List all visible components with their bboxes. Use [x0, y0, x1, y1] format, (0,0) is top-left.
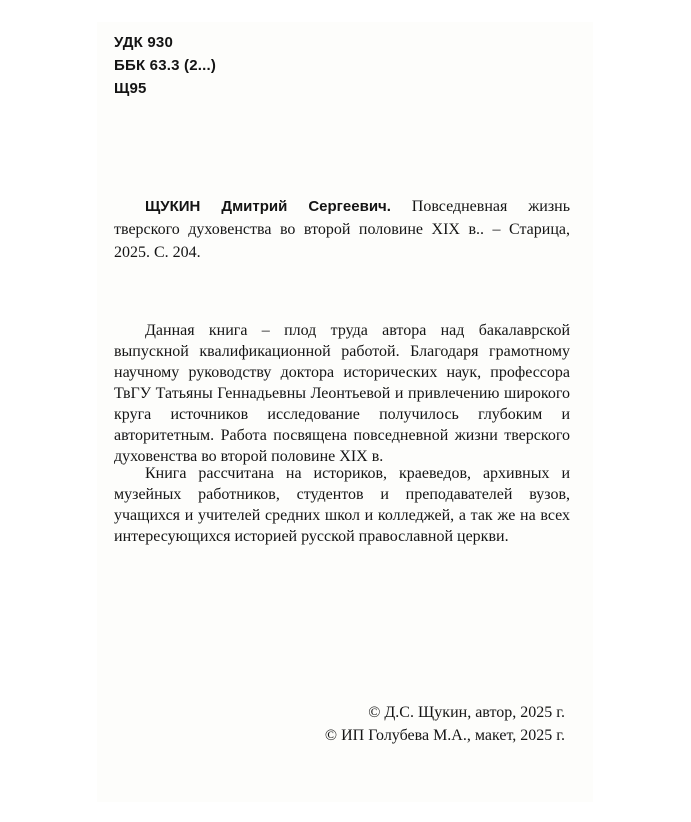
annotation-paragraph-2: Книга рассчитана на историков, краеведов, архивных и музейных работников, студентов и преподавателей вузов, учащихся и учителей средних школ и колледжей, а так же на всех интересующихся историей русской православной церкви.	[114, 465, 570, 545]
bbk-code: ББК 63.3 (2...)	[114, 57, 217, 74]
classification-block	[114, 31, 216, 100]
author-sign: Щ95	[114, 80, 147, 97]
annotation-paragraph-1: Данная книга – плод труда автора над бакалаврской выпускной квалификационной работой. Благодаря грамотному научному руководству доктора исторических наук, профессора ТвГУ Татьяны Геннадьевны Леонтьевой и привлечению широкого круга источников исследование получилось глубоким и авторитетным. Работа посвящена повседневной жизни тверского духовенства во второй половине XIX в.	[114, 322, 570, 465]
copyright-layout: © ИП Голубева М.А., макет, 2025 г.	[324, 727, 565, 744]
author-name: ЩУКИН Дмитрий Сергеевич.	[145, 198, 391, 215]
copyright-author: © Д.С. Щукин, автор, 2025 г.	[368, 704, 565, 721]
bibliographic-record	[114, 195, 570, 264]
bibliographic-text: Повседневная жизнь тверского духовенства во второй половине XIX в.. – Старица, 2025. С. 204.	[114, 198, 570, 261]
udk-code: УДК 930	[114, 34, 174, 51]
copyright-block	[325, 701, 565, 747]
